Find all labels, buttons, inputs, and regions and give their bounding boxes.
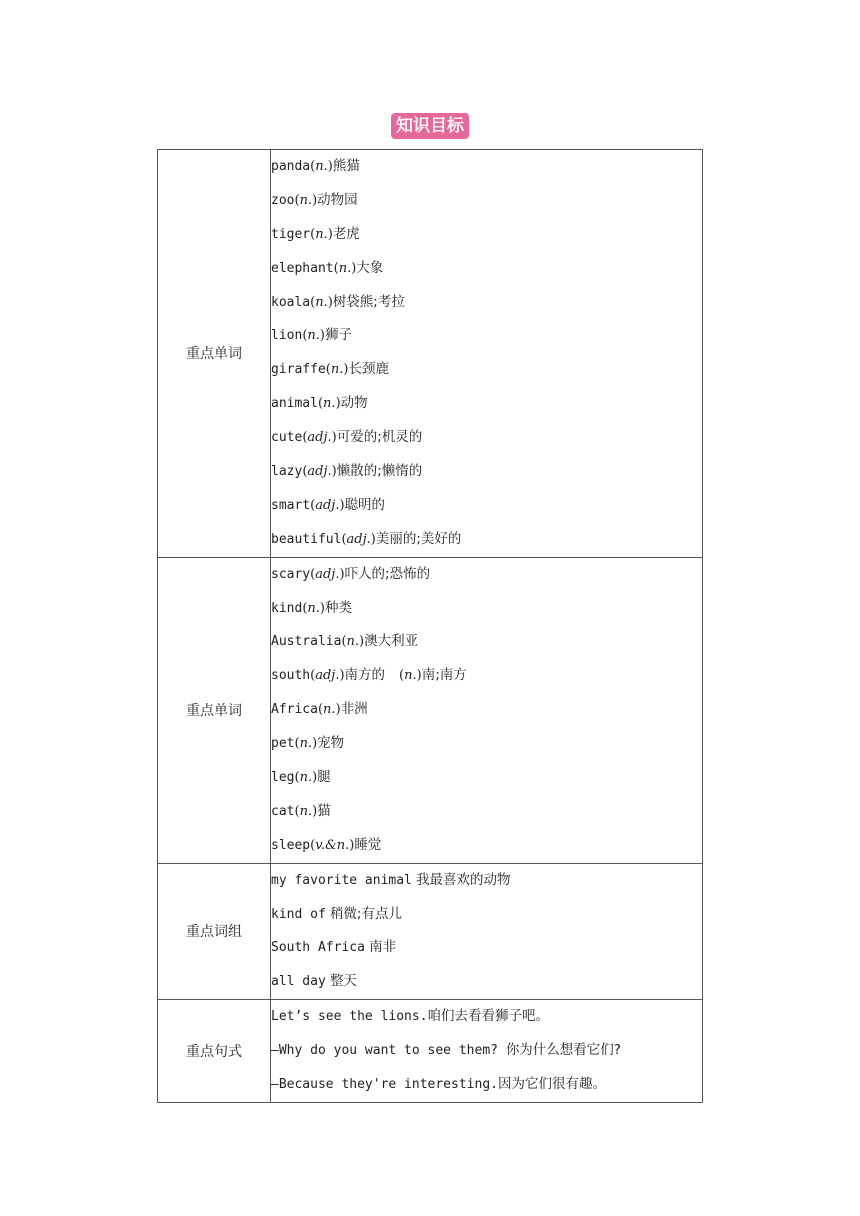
- list-item: lazy(adj.)懒散的;懒惰的: [271, 463, 423, 480]
- list-item: sleep(v.&n.)睡觉: [271, 836, 382, 853]
- category-cell: 重点词组: [158, 863, 271, 1000]
- list-item: animal(n.)动物: [271, 395, 368, 412]
- list-item: —Why do you want to see them? 你为什么想看它们?: [271, 1042, 621, 1059]
- list-item: my favorite animal 我最喜欢的动物: [271, 871, 511, 888]
- list-item: cat(n.)猫: [271, 802, 331, 819]
- list-item: south(adj.)南方的 (n.)南;南方: [271, 667, 467, 684]
- list-item: lion(n.)狮子: [271, 327, 352, 344]
- list-item: Africa(n.)非洲: [271, 701, 368, 718]
- items-cell: [271, 557, 703, 863]
- category-cell: 重点单词: [158, 557, 271, 863]
- items-cell: [271, 863, 703, 1000]
- page-title: 知识目标: [391, 113, 469, 139]
- list-item: koala(n.)树袋熊;考拉: [271, 293, 405, 310]
- list-item: giraffe(n.)长颈鹿: [271, 361, 389, 378]
- list-item: zoo(n.)动物园: [271, 191, 358, 208]
- table-row: [158, 1000, 703, 1103]
- list-item: panda(n.)熊猫: [271, 158, 360, 174]
- items-cell: [271, 150, 703, 558]
- list-item: tiger(n.)老虎: [271, 225, 360, 242]
- list-item: scary(adj.)吓人的;恐怖的: [271, 565, 431, 582]
- list-item: kind(n.)种类: [271, 599, 352, 616]
- list-item: beautiful(adj.)美丽的;美好的: [271, 530, 462, 547]
- list-item: pet(n.)宠物: [271, 735, 345, 752]
- list-item: South Africa 南非: [271, 939, 397, 956]
- table-row: [158, 557, 703, 863]
- category-cell: 重点句式: [158, 1000, 271, 1103]
- knowledge-table: [157, 149, 703, 1103]
- list-item: leg(n.)腿: [271, 769, 331, 786]
- list-item: —Because they're interesting.因为它们很有趣。: [271, 1076, 606, 1093]
- list-item: smart(adj.)聪明的: [271, 496, 386, 513]
- items-cell: [271, 1000, 703, 1103]
- list-item: kind of 稍微;有点儿: [271, 905, 402, 922]
- list-item: Australia(n.)澳大利亚: [271, 633, 419, 650]
- table-row: [158, 863, 703, 1000]
- table-row: [158, 150, 703, 558]
- title-area: [0, 113, 860, 139]
- list-item: Let’s see the lions.咱们去看看狮子吧。: [271, 1008, 550, 1025]
- list-item: all day 整天: [271, 973, 357, 990]
- list-item: elephant(n.)大象: [271, 259, 384, 276]
- category-cell: 重点单词: [158, 150, 271, 558]
- list-item: cute(adj.)可爱的;机灵的: [271, 429, 423, 446]
